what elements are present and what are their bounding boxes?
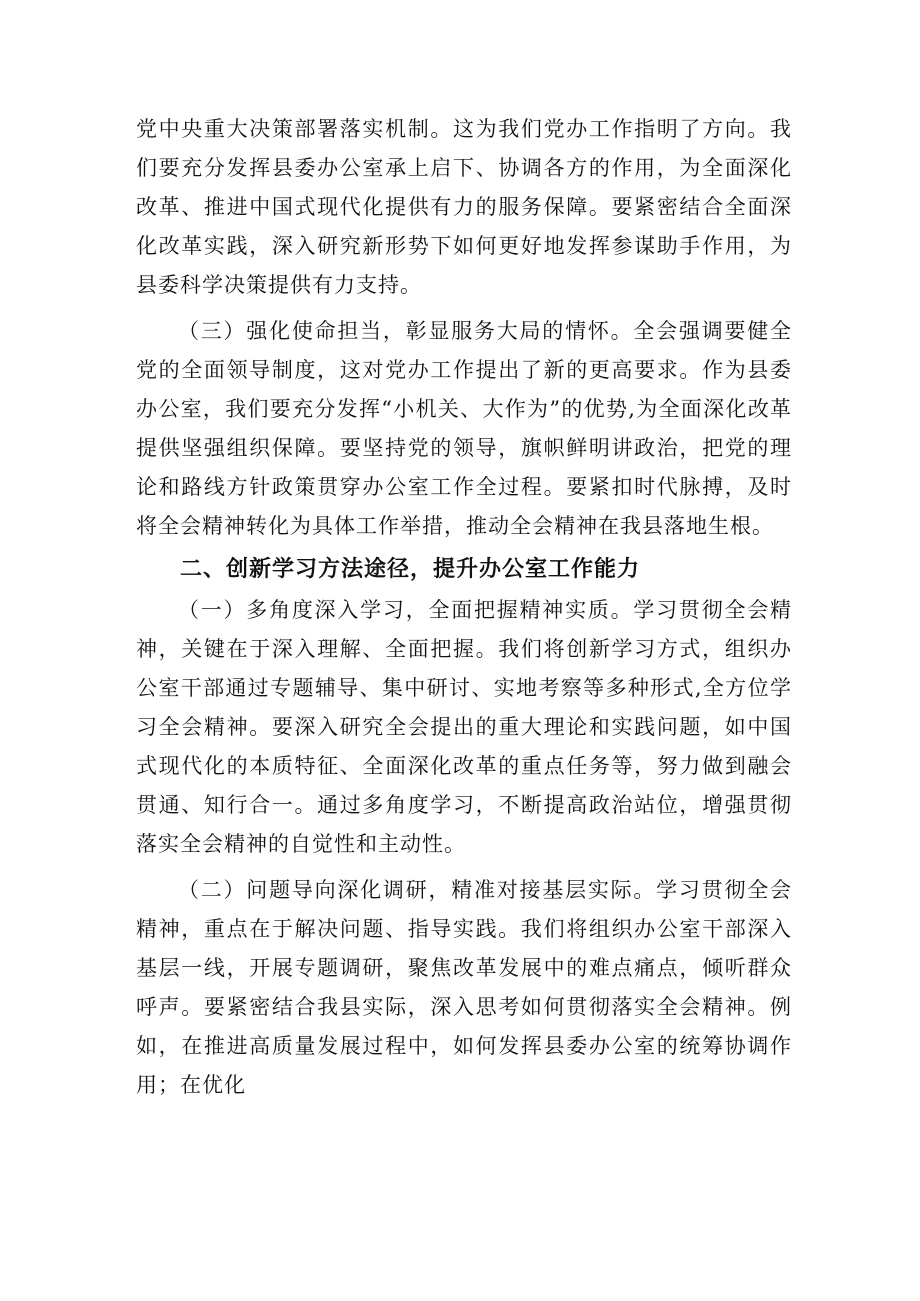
paragraph-strengthen-mission: （三）强化使命担当，彰显服务大局的情怀。全会强调要健全党的全面领导制度，这对党办工作提出了新的更高要求。作为县委办公室，我们要充分发挥“小机关、大作为”的优势,为全面深化改革提供坚强组织保障。要坚持党的领导，旗帜鲜明讲政治，把党的理论和路线方针政策贯穿办公室工作全过程。要紧扣时代脉搏，及时将全会精神转化为具体工作举措，推动全会精神在我县落地生根。 <box>136 319 792 538</box>
section-heading-2: 二、创新学习方法途径，提升办公室工作能力 <box>180 557 641 582</box>
paragraph-multi-angle-study: （一）多角度深入学习，全面把握精神实质。学习贯彻全会精神，关键在于深入理解、全面把握。我们将创新学习方式，组织办公室干部通过专题辅导、集中研讨、实地考察等多种形式,全方位学习全会精神。要深入研究全会提出的重大理论和实践问题，如中国式现代化的本质特征、全面深化改革的重点任务等，努力做到融会贯通、知行合一。通过多角度学习，不断提高政治站位，增强贯彻落实全会精神的自觉性和主动性。 <box>136 598 792 856</box>
document-body <box>136 110 792 1105</box>
paragraph-problem-oriented-research: （二）问题导向深化调研，精准对接基层实际。学习贯彻全会精神，重点在于解决问题、指导实践。我们将组织办公室干部深入基层一线，开展专题调研，聚焦改革发展中的难点痛点，倾听群众呼声。要紧密结合我县实际，深入思考如何贯彻落实全会精神。例如，在推进高质量发展过程中，如何发挥县委办公室的统筹协调作用；在优化 <box>136 878 792 1097</box>
paragraph-continuation: 党中央重大决策部署落实机制。这为我们党办工作指明了方向。我们要充分发挥县委办公室承上启下、协调各方的作用，为全面深化改革、推进中国式现代化提供有力的服务保障。要紧密结合全面深化改革实践，深入研究新形势下如何更好地发挥参谋助手作用，为县委科学决策提供有力支持。 <box>136 117 792 297</box>
